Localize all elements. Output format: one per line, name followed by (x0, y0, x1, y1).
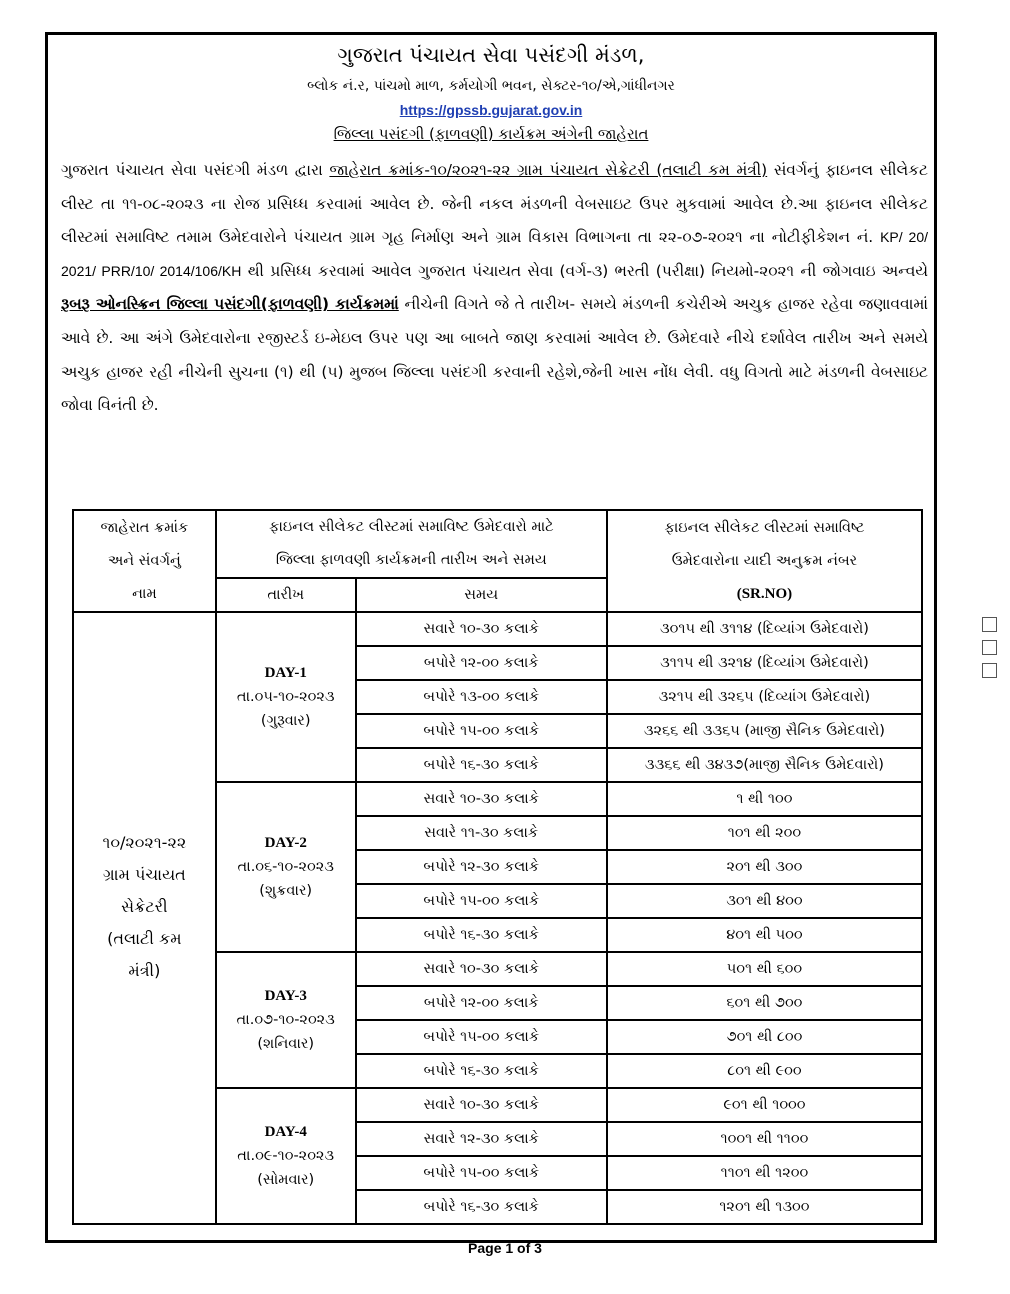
sr-range-cell: ૧૧૦૧ થી ૧૨૦૦ (607, 1156, 922, 1190)
sr-range-cell: ૩૩૬૬ થી ૩૪૩૭(માજી સૈનિક ઉમેદવારો) (607, 748, 922, 782)
sr-range-cell: ૩૨૬૬ થી ૩૩૬૫ (માજી સૈનિક ઉમેદવારો) (607, 714, 922, 748)
time-cell: બપોરે ૧૫-૦૦ કલાકે (356, 1156, 607, 1190)
sr-range-cell: ૨૦૧ થી ૩૦૦ (607, 850, 922, 884)
checkbox-icon (982, 640, 997, 655)
time-cell: બપોરે ૧૨-૦૦ કલાકે (356, 646, 607, 680)
sr-range-cell: ૧૦૧ થી ૨૦૦ (607, 816, 922, 850)
day-cell: DAY-1 તા.૦૫-૧૦-૨૦૨૩ (ગુરૂવાર) (216, 612, 356, 782)
time-cell: બપોરે ૧૬-૩૦ કલાકે (356, 918, 607, 952)
sr-range-cell: ૩૨૧૫ થી ૩૨૬૫ (દિવ્યાંગ ઉમેદવારો) (607, 680, 922, 714)
time-cell: બપોરે ૧૬-૩૦ કલાકે (356, 1054, 607, 1088)
time-cell: બપોરે ૧૫-૦૦ કલાકે (356, 714, 607, 748)
sr-range-cell: ૩૦૧૫ થી ૩૧૧૪ (દિવ્યાંગ ઉમેદવારો) (607, 612, 922, 646)
sr-range-cell: ૫૦૧ થી ૬૦૦ (607, 952, 922, 986)
sr-range-cell: ૧૦૦૧ થી ૧૧૦૦ (607, 1122, 922, 1156)
sr-range-cell: ૮૦૧ થી ૯૦૦ (607, 1054, 922, 1088)
sr-range-cell: ૯૦૧ થી ૧૦૦૦ (607, 1088, 922, 1122)
sr-range-cell: ૭૦૧ થી ૮૦૦ (607, 1020, 922, 1054)
header-time: સમય (356, 578, 607, 612)
day-cell: DAY-2 તા.૦૬-૧૦-૨૦૨૩ (શુક્રવાર) (216, 782, 356, 952)
day-cell: DAY-4 તા.૦૯-૧૦-૨૦૨૩ (સોમવાર) (216, 1088, 356, 1224)
para-text-1: ગુજરાત પંચાયત સેવા પસંદગી મંડળ દ્વારા (61, 161, 323, 179)
time-cell: બપોરે ૧૨-૩૦ કલાકે (356, 850, 607, 884)
notice-paragraph (61, 154, 928, 423)
time-cell: સવારે ૧૦-૩૦ કલાકે (356, 782, 607, 816)
schedule-table (72, 509, 923, 1225)
header-sr-no: ફાઇનલ સીલેકટ લીસ્ટમાં સમાવિષ્ટ ઉમેદવારોના યાદી અનુક્રમ નંબર (SR.NO) (607, 510, 922, 612)
sr-range-cell: ૧ થી ૧૦૦ (607, 782, 922, 816)
sr-range-cell: ૬૦૧ થી ૭૦૦ (607, 986, 922, 1020)
para-text-3: થી પ્રસિધ્ધ કરવામાં આવેલ ગુજરાત પંચાયત સેવા (વર્ગ-૩) ભરતી (પરીક્ષા) નિયમો-૨૦૨૧ ની જોગવાઇ અન્વયે (247, 261, 928, 280)
time-cell: સવારે ૧૨-૩૦ કલાકે (356, 1122, 607, 1156)
office-address: બ્લોક નં.ર, પાંચમો માળ, કર્મયોગી ભવન, સેક્ટર-૧૦/એ,ગાંધીનગર (307, 78, 675, 94)
time-cell: બપોરે ૧૬-૩૦ કલાકે (356, 1190, 607, 1224)
table-row (73, 612, 922, 646)
time-cell: સવારે ૧૦-૩૦ કલાકે (356, 612, 607, 646)
header-date-time: ફાઇનલ સીલેકટ લીસ્ટમાં સમાવિષ્ટ ઉમેદવારો માટે જિલ્લા ફાળવણી કાર્યક્રમની તારીખ અને સમય (216, 510, 607, 578)
header (48, 43, 934, 143)
checkbox-icon (982, 617, 997, 632)
header-date: તારીખ (216, 578, 356, 612)
para-advt-ref: જાહેરાત ક્રમાંક-૧૦/૨૦૨૧-૨૨ ગ્રામ પંચાયત સેક્રેટરી (તલાટી કમ મંત્રી) (329, 161, 768, 179)
time-cell: સવારે ૧૦-૩૦ કલાકે (356, 952, 607, 986)
sr-range-cell: ૩૧૧૫ થી ૩૨૧૪ (દિવ્યાંગ ઉમેદવારો) (607, 646, 922, 680)
notice-subject: જિલ્લા પસંદગી (ફાળવણી) કાર્યક્રમ અંગેની જાહેરાત (333, 125, 649, 143)
time-cell: સવારે ૧૧-૩૦ કલાકે (356, 816, 607, 850)
page-number: Page 1 of 3 (468, 1240, 542, 1256)
time-cell: સવારે ૧૦-૩૦ કલાકે (356, 1088, 607, 1122)
sr-range-cell: ૧૨૦૧ થી ૧૩૦૦ (607, 1190, 922, 1224)
day-cell: DAY-3 તા.૦૭-૧૦-૨૦૨૩ (શનિવાર) (216, 952, 356, 1088)
notification-ref: KP/ 20/ 2021/ PRR/10/ 2014/106/KH (61, 229, 928, 279)
website-link[interactable]: https://gpssb.gujarat.gov.in (399, 102, 583, 118)
sr-range-cell: ૪૦૧ થી ૫૦૦ (607, 918, 922, 952)
checkbox-icon (982, 663, 997, 678)
para-text-2: સંવર્ગનું ફાઇનલ સીલેકટ લીસ્ટ તા ૧૧-૦૮-૨૦૨૩ ના રોજ પ્રસિધ્ધ કરવામાં આવેલ છે. જેની નકલ મંડળની વેબસાઇટ ઉપર મુકવામાં આવેલ છે.આ ફાઇનલ સીલેકટ લીસ્ટમાં સમાવિષ્ટ તમામ ઉમેદવારોને પંચાયત ગ્રામ ગૃહ નિર્માણ અને ગ્રામ વિકાસ વિભાગના તા ૨૨-૦૭-૨૦૨૧ ના નોટીફીકેશન નં. (61, 161, 928, 247)
time-cell: બપોરે ૧૫-૦૦ કલાકે (356, 1020, 607, 1054)
cadre-cell: ૧૦/૨૦૨૧-૨૨ ગ્રામ પંચાયત સેક્રેટરી (તલાટી કમ મંત્રી) (73, 612, 216, 1224)
para-program-ref: રૂબરૂ ઓનસ્ક્રિન જિલ્લા પસંદગી(ફાળવણી) કાર્યક્રમમાં (61, 295, 399, 314)
header-advt-cadre: જાહેરાત ક્રમાંક અને સંવર્ગનું નામ (73, 510, 216, 612)
para-text-4: નીચેની વિગતે જે તે તારીખ- સમયે મંડળની કચેરીએ અચુક હાજર રહેવા જણાવવામાં આવે છે. આ અંગે ઉમેદવારોના રજીસ્ટર્ડ ઇ-મેઇલ ઉપર પણ આ બાબતે જાણ કરવામાં આવેલ છે. ઉમેદવારે નીચે દર્શાવેલ તારીખ અને સમયે અચુક હાજર રહી નીચેની સુચના (૧) થી (૫) મુજબ જિલ્લા પસંદગી કરવાની રહેશે,જેની ખાસ નોંધ લેવી. વધુ વિગતો માટે મંડળની વેબસાઇટ જોવા વિનંતી છે. (61, 295, 928, 415)
time-cell: બપોરે ૧૬-૩૦ કલાકે (356, 748, 607, 782)
time-cell: બપોરે ૧૫-૦૦ કલાકે (356, 884, 607, 918)
time-cell: બપોરે ૧૨-૦૦ કલાકે (356, 986, 607, 1020)
page-title: ગુજરાત પંચાયત સેવા પસંદગી મંડળ, (337, 43, 645, 67)
time-cell: બપોરે ૧૩-૦૦ કલાકે (356, 680, 607, 714)
sr-range-cell: ૩૦૧ થી ૪૦૦ (607, 884, 922, 918)
